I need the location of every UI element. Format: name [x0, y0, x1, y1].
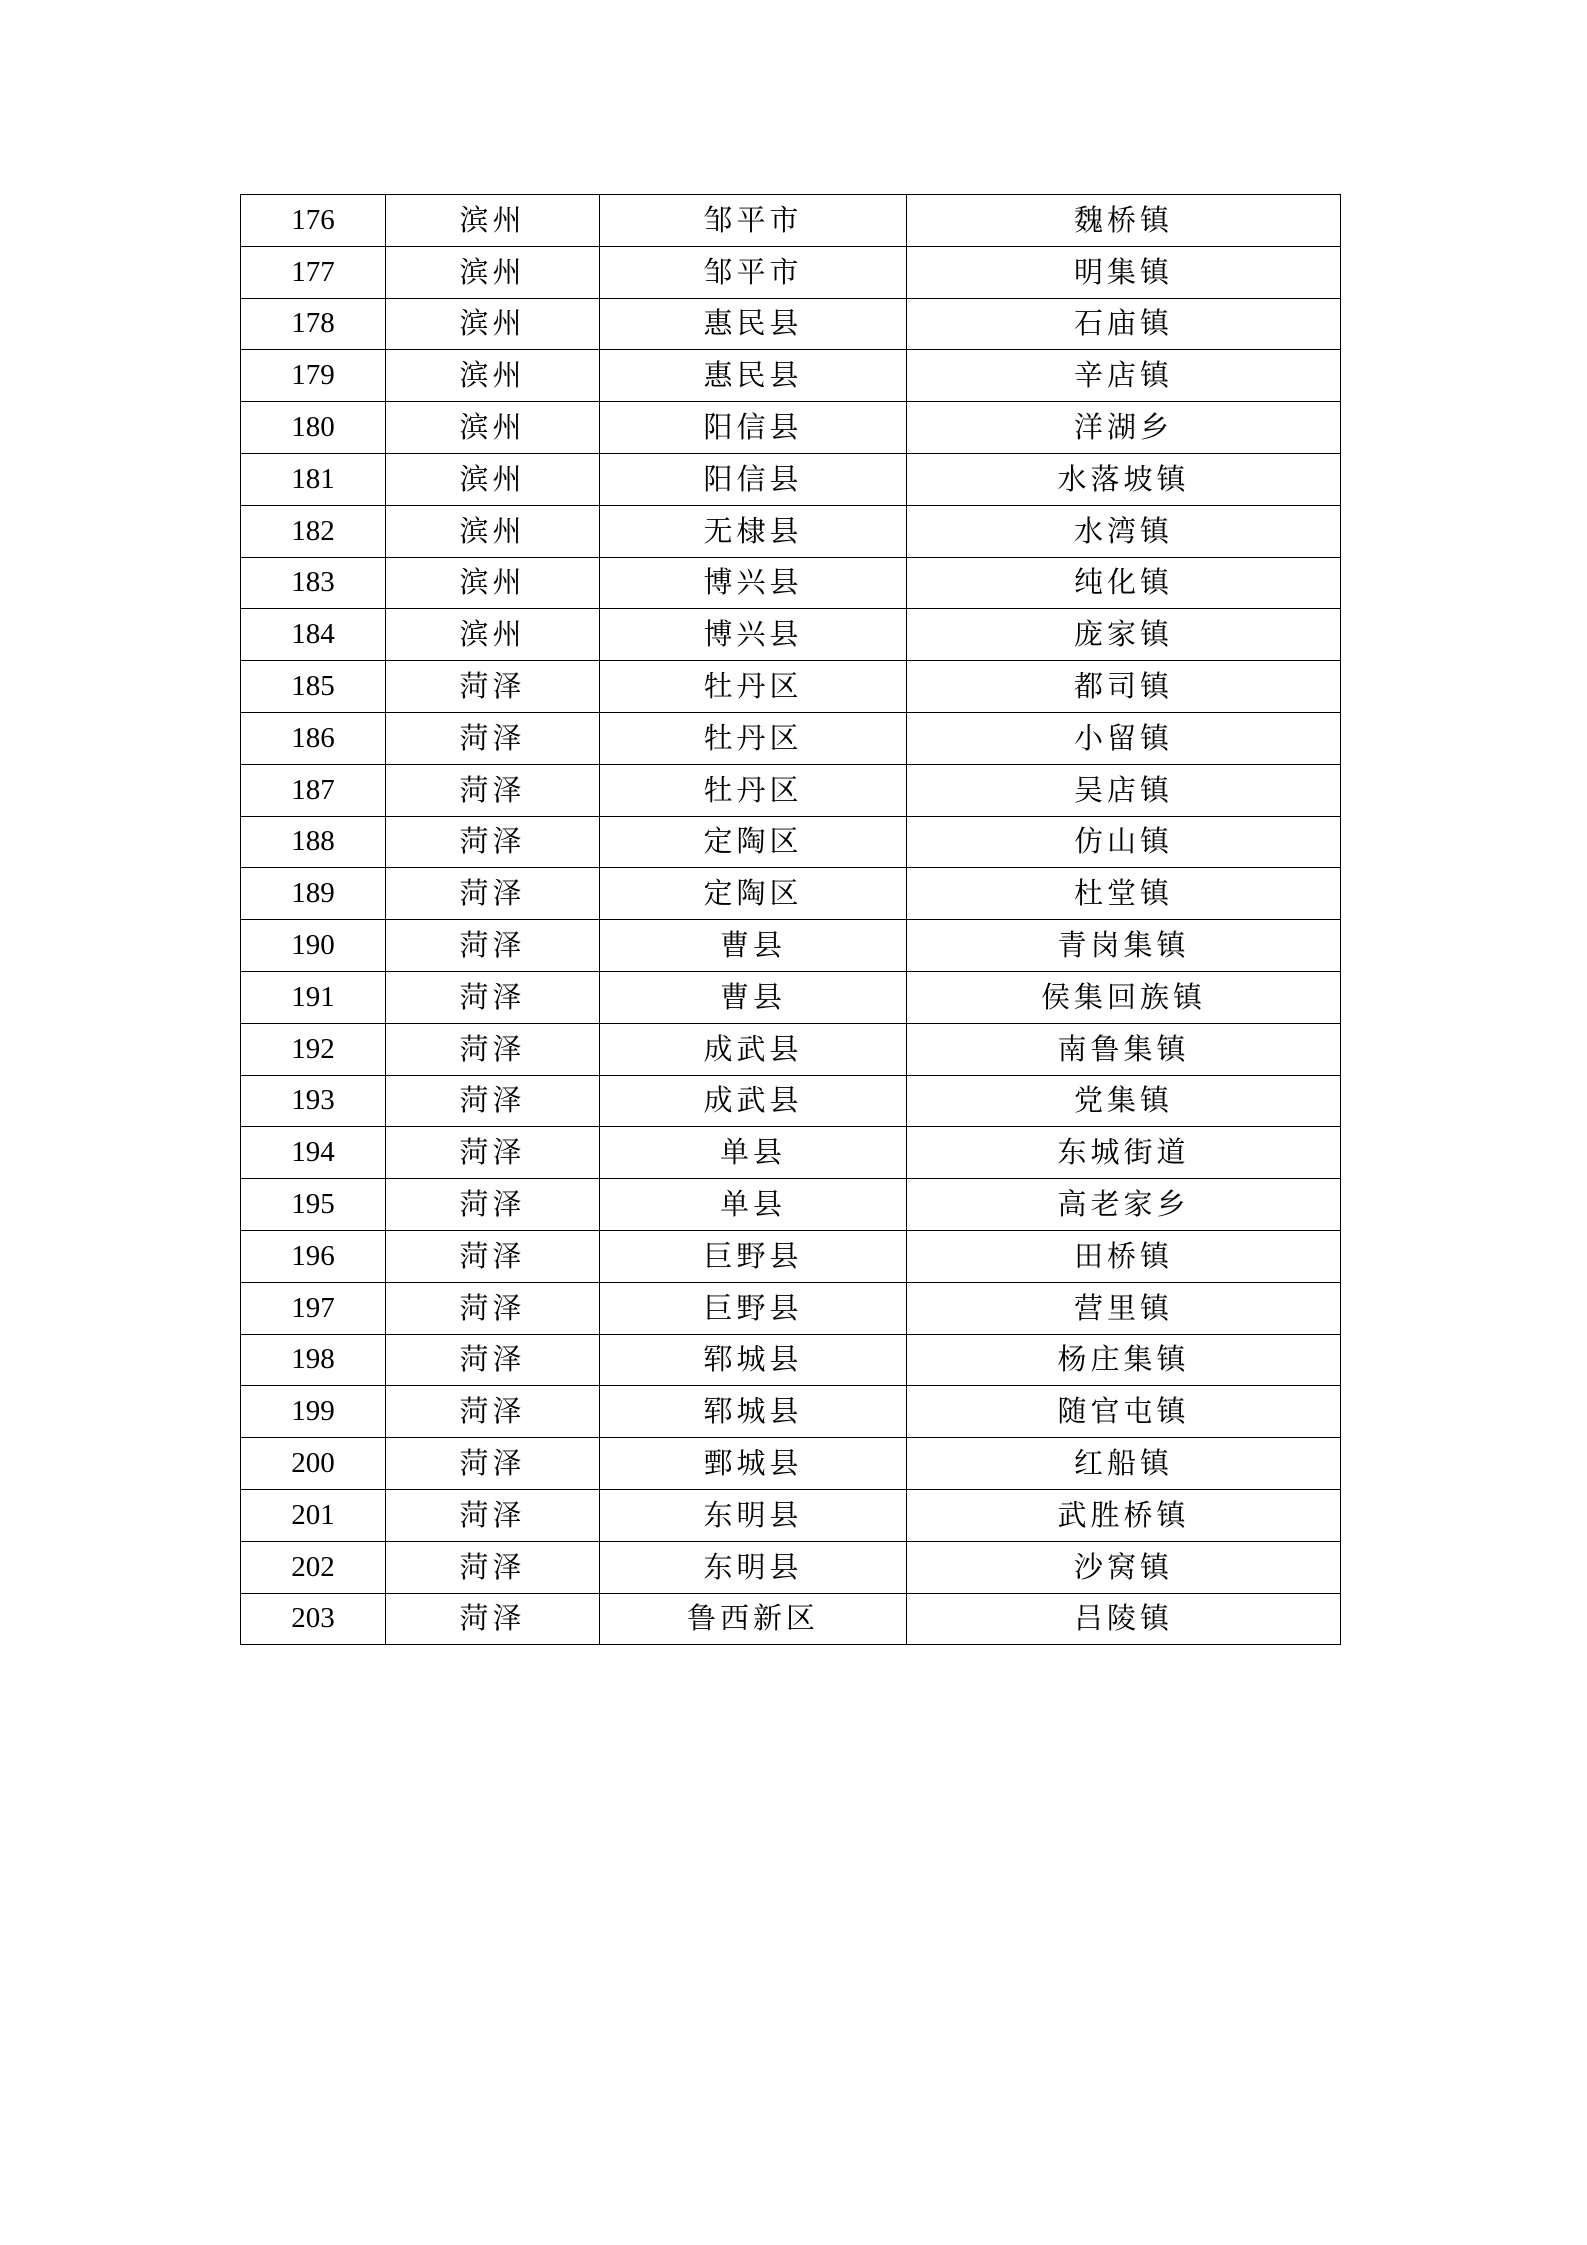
cell-city: 菏泽	[386, 1489, 600, 1541]
table-row	[241, 1334, 1341, 1386]
cell-town: 仿山镇	[907, 816, 1341, 868]
cell-number: 192	[241, 1023, 386, 1075]
cell-county: 定陶区	[600, 868, 907, 920]
cell-county: 巨野县	[600, 1282, 907, 1334]
cell-town: 纯化镇	[907, 557, 1341, 609]
cell-number: 176	[241, 195, 386, 247]
table-row	[241, 1541, 1341, 1593]
table-row	[241, 1230, 1341, 1282]
cell-town: 侯集回族镇	[907, 971, 1341, 1023]
table-row	[241, 712, 1341, 764]
cell-city: 菏泽	[386, 712, 600, 764]
cell-county: 曹县	[600, 920, 907, 972]
cell-county: 牡丹区	[600, 661, 907, 713]
table-row	[241, 402, 1341, 454]
cell-city: 菏泽	[386, 764, 600, 816]
table-row	[241, 1438, 1341, 1490]
cell-number: 191	[241, 971, 386, 1023]
table-row	[241, 557, 1341, 609]
cell-county: 牡丹区	[600, 712, 907, 764]
cell-city: 滨州	[386, 557, 600, 609]
cell-county: 牡丹区	[600, 764, 907, 816]
cell-town: 辛店镇	[907, 350, 1341, 402]
cell-city: 菏泽	[386, 1386, 600, 1438]
cell-number: 183	[241, 557, 386, 609]
cell-number: 198	[241, 1334, 386, 1386]
table-row	[241, 195, 1341, 247]
cell-town: 青岗集镇	[907, 920, 1341, 972]
table-row	[241, 868, 1341, 920]
cell-town: 高老家乡	[907, 1179, 1341, 1231]
cell-city: 菏泽	[386, 816, 600, 868]
cell-town: 吴店镇	[907, 764, 1341, 816]
cell-county: 东明县	[600, 1541, 907, 1593]
cell-city: 菏泽	[386, 1127, 600, 1179]
cell-county: 鄄城县	[600, 1438, 907, 1490]
table-row	[241, 661, 1341, 713]
cell-number: 182	[241, 505, 386, 557]
cell-number: 193	[241, 1075, 386, 1127]
cell-number: 177	[241, 246, 386, 298]
cell-number: 201	[241, 1489, 386, 1541]
cell-town: 东城街道	[907, 1127, 1341, 1179]
table-row	[241, 505, 1341, 557]
cell-town: 小留镇	[907, 712, 1341, 764]
cell-number: 203	[241, 1593, 386, 1645]
table-row	[241, 453, 1341, 505]
cell-city: 菏泽	[386, 1179, 600, 1231]
cell-city: 菏泽	[386, 971, 600, 1023]
cell-number: 186	[241, 712, 386, 764]
cell-number: 178	[241, 298, 386, 350]
table-row	[241, 920, 1341, 972]
cell-number: 187	[241, 764, 386, 816]
cell-town: 洋湖乡	[907, 402, 1341, 454]
cell-city: 菏泽	[386, 661, 600, 713]
cell-town: 水落坡镇	[907, 453, 1341, 505]
table-row	[241, 764, 1341, 816]
cell-city: 滨州	[386, 246, 600, 298]
table-row	[241, 246, 1341, 298]
cell-city: 滨州	[386, 195, 600, 247]
cell-city: 菏泽	[386, 920, 600, 972]
cell-town: 庞家镇	[907, 609, 1341, 661]
cell-number: 199	[241, 1386, 386, 1438]
cell-city: 滨州	[386, 453, 600, 505]
cell-city: 菏泽	[386, 1282, 600, 1334]
table-row	[241, 609, 1341, 661]
cell-city: 滨州	[386, 350, 600, 402]
table-row	[241, 1127, 1341, 1179]
table-row	[241, 1179, 1341, 1231]
cell-number: 196	[241, 1230, 386, 1282]
cell-county: 东明县	[600, 1489, 907, 1541]
table-row	[241, 816, 1341, 868]
table-row	[241, 1489, 1341, 1541]
cell-city: 滨州	[386, 505, 600, 557]
cell-county: 成武县	[600, 1075, 907, 1127]
cell-town: 武胜桥镇	[907, 1489, 1341, 1541]
cell-county: 阳信县	[600, 453, 907, 505]
cell-town: 魏桥镇	[907, 195, 1341, 247]
cell-county: 成武县	[600, 1023, 907, 1075]
cell-town: 明集镇	[907, 246, 1341, 298]
cell-county: 鲁西新区	[600, 1593, 907, 1645]
cell-county: 定陶区	[600, 816, 907, 868]
cell-number: 185	[241, 661, 386, 713]
cell-number: 180	[241, 402, 386, 454]
table-row	[241, 1023, 1341, 1075]
cell-county: 郓城县	[600, 1334, 907, 1386]
cell-town: 吕陵镇	[907, 1593, 1341, 1645]
cell-number: 194	[241, 1127, 386, 1179]
cell-number: 195	[241, 1179, 386, 1231]
cell-number: 202	[241, 1541, 386, 1593]
cell-county: 惠民县	[600, 298, 907, 350]
cell-city: 菏泽	[386, 1023, 600, 1075]
cell-town: 党集镇	[907, 1075, 1341, 1127]
cell-number: 188	[241, 816, 386, 868]
cell-county: 巨野县	[600, 1230, 907, 1282]
cell-town: 杜堂镇	[907, 868, 1341, 920]
table-row	[241, 1282, 1341, 1334]
cell-county: 单县	[600, 1179, 907, 1231]
table-row	[241, 1075, 1341, 1127]
cell-county: 博兴县	[600, 609, 907, 661]
cell-number: 197	[241, 1282, 386, 1334]
cell-county: 惠民县	[600, 350, 907, 402]
cell-city: 菏泽	[386, 868, 600, 920]
cell-number: 179	[241, 350, 386, 402]
cell-town: 营里镇	[907, 1282, 1341, 1334]
cell-town: 红船镇	[907, 1438, 1341, 1490]
town-list-table	[240, 194, 1341, 1645]
cell-city: 菏泽	[386, 1230, 600, 1282]
cell-number: 200	[241, 1438, 386, 1490]
cell-number: 190	[241, 920, 386, 972]
cell-county: 无棣县	[600, 505, 907, 557]
cell-county: 邹平市	[600, 195, 907, 247]
cell-county: 单县	[600, 1127, 907, 1179]
table-row	[241, 298, 1341, 350]
cell-town: 都司镇	[907, 661, 1341, 713]
cell-city: 菏泽	[386, 1334, 600, 1386]
cell-county: 阳信县	[600, 402, 907, 454]
cell-number: 184	[241, 609, 386, 661]
cell-county: 邹平市	[600, 246, 907, 298]
cell-city: 菏泽	[386, 1541, 600, 1593]
cell-county: 博兴县	[600, 557, 907, 609]
table-body	[241, 195, 1341, 1645]
table-row	[241, 1386, 1341, 1438]
cell-town: 水湾镇	[907, 505, 1341, 557]
table-row	[241, 971, 1341, 1023]
table-row	[241, 1593, 1341, 1645]
cell-county: 曹县	[600, 971, 907, 1023]
cell-town: 沙窝镇	[907, 1541, 1341, 1593]
table-row	[241, 350, 1341, 402]
cell-number: 181	[241, 453, 386, 505]
cell-city: 滨州	[386, 298, 600, 350]
cell-town: 杨庄集镇	[907, 1334, 1341, 1386]
cell-city: 菏泽	[386, 1593, 600, 1645]
cell-city: 菏泽	[386, 1075, 600, 1127]
cell-number: 189	[241, 868, 386, 920]
cell-town: 石庙镇	[907, 298, 1341, 350]
cell-county: 郓城县	[600, 1386, 907, 1438]
cell-city: 菏泽	[386, 1438, 600, 1490]
cell-city: 滨州	[386, 609, 600, 661]
cell-town: 随官屯镇	[907, 1386, 1341, 1438]
cell-town: 田桥镇	[907, 1230, 1341, 1282]
cell-town: 南鲁集镇	[907, 1023, 1341, 1075]
cell-city: 滨州	[386, 402, 600, 454]
